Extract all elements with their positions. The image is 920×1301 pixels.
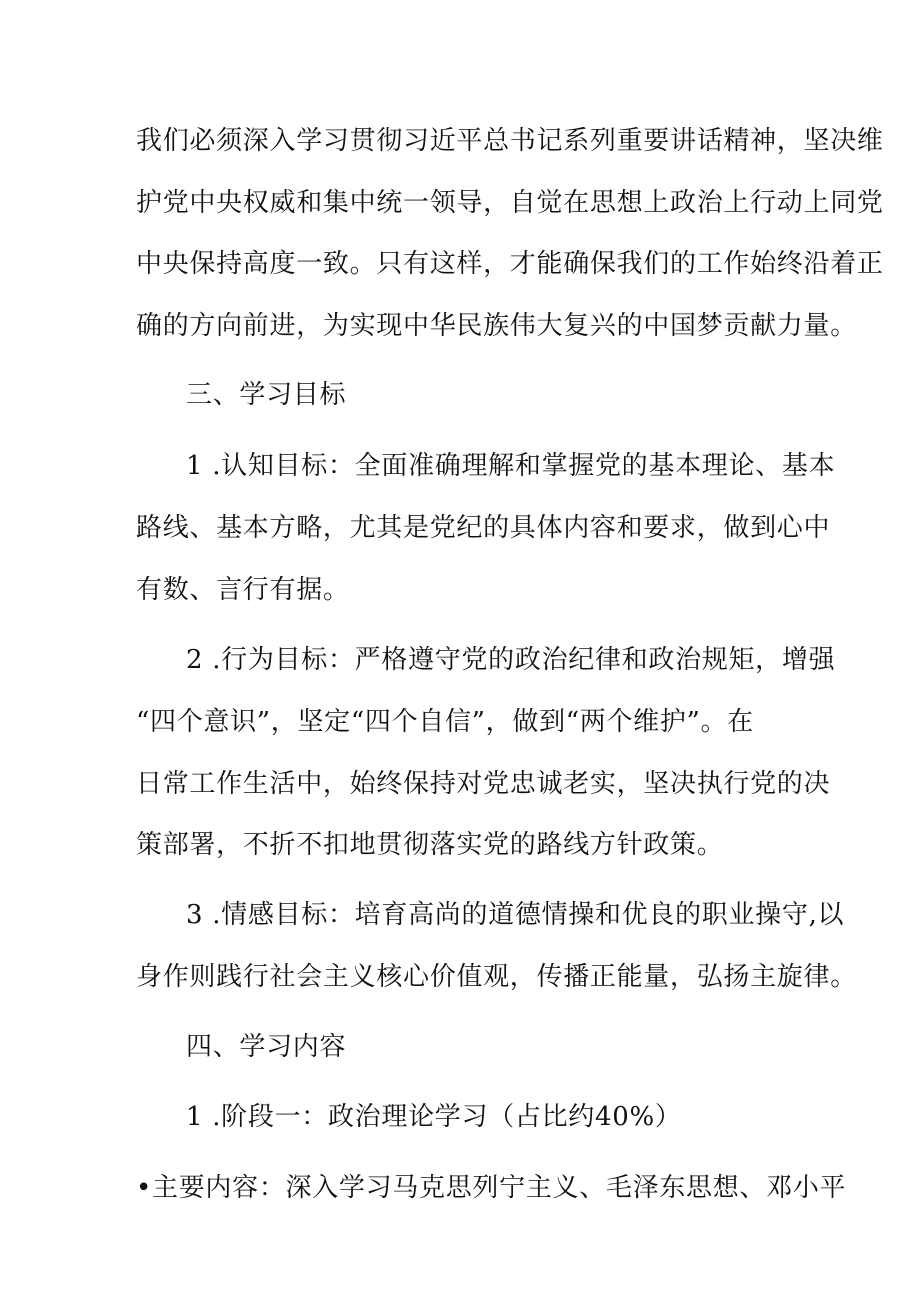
goal-2-line: “四个意识”，坚定“四个自信”，做到“两个维护”。在 (136, 707, 754, 737)
paragraph-line: 护党中央权威和集中统一领导，自觉在思想上政治上行动上同党 (136, 188, 884, 218)
goal-1-line: 1 .认知目标：全面准确理解和掌握党的基本理论、基本 (186, 451, 836, 481)
stage-1-line: 1 .阶段一：政治理论学习（占比约40%） (186, 1102, 682, 1132)
bullet-line: •主要内容：深入学习马克思列宁主义、毛泽东思想、邓小平 (136, 1173, 847, 1203)
goal-3-line: 身作则践行社会主义核心价值观，传播正能量，弘扬主旋律。 (136, 962, 857, 992)
goal-2-line: 2 .行为目标：严格遵守党的政治纪律和政治规矩，增强 (186, 645, 836, 675)
goal-2-line: 策部署，不折不扣地贯彻落实党的路线方针政策。 (136, 830, 724, 860)
paragraph-line: 确的方向前进，为实现中华民族伟大复兴的中国梦贡献力量。 (136, 311, 857, 341)
paragraph-line: 我们必须深入学习贯彻习近平总书记系列重要讲话精神，坚决维 (136, 126, 884, 156)
section-heading-4: 四、学习内容 (186, 1032, 347, 1062)
goal-1-line: 有数、言行有据。 (136, 575, 350, 605)
goal-2-line: 日常工作生活中，始终保持对党忠诚老实，坚决执行党的决 (136, 769, 831, 799)
section-heading-3: 三、学习目标 (186, 380, 347, 410)
goal-3-line: 3 .情感目标：培育高尚的道德情操和优良的职业操守,以 (186, 900, 845, 930)
goal-1-line: 路线、基本方略，尤其是党纪的具体内容和要求，做到心中 (136, 513, 831, 543)
paragraph-line: 中央保持高度一致。只有这样，才能确保我们的工作始终沿着正 (136, 249, 884, 279)
